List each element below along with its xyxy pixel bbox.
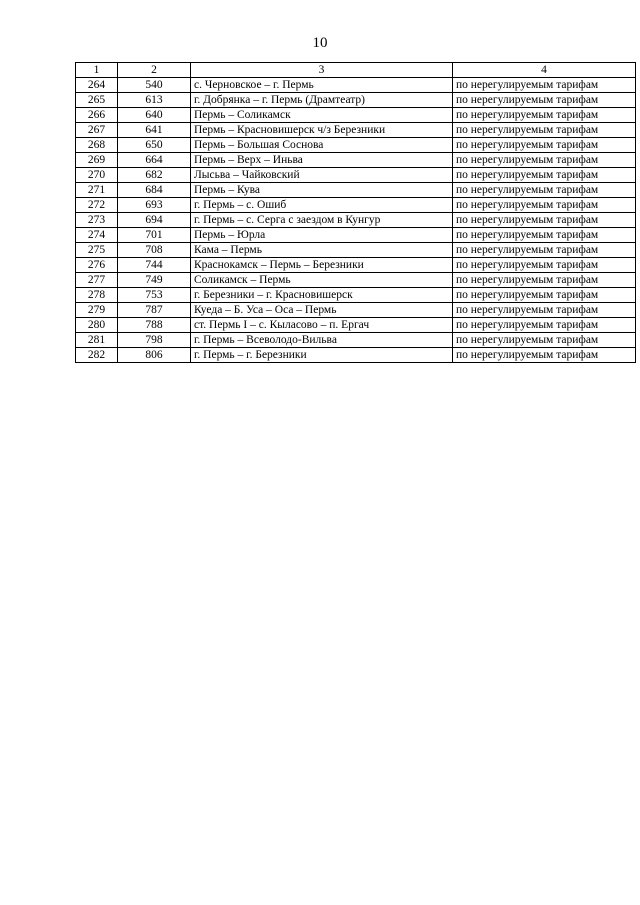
row-number-cell: 281 xyxy=(76,333,118,348)
route-name-cell: Пермь – Юрла xyxy=(191,228,453,243)
row-number-cell: 267 xyxy=(76,123,118,138)
table-row xyxy=(76,348,636,363)
row-number-cell: 272 xyxy=(76,198,118,213)
row-number-cell: 271 xyxy=(76,183,118,198)
tariff-type-cell: по нерегулируемым тарифам xyxy=(453,258,636,273)
table-row xyxy=(76,258,636,273)
tariff-type-cell: по нерегулируемым тарифам xyxy=(453,303,636,318)
route-number-cell: 701 xyxy=(118,228,191,243)
row-number-cell: 270 xyxy=(76,168,118,183)
table-row xyxy=(76,198,636,213)
row-number-cell: 266 xyxy=(76,108,118,123)
row-number-cell: 268 xyxy=(76,138,118,153)
page-number: 10 xyxy=(312,35,328,51)
table-row xyxy=(76,333,636,348)
table-row xyxy=(76,273,636,288)
route-number-cell: 749 xyxy=(118,273,191,288)
row-number-cell: 264 xyxy=(76,78,118,93)
tariff-type-cell: по нерегулируемым тарифам xyxy=(453,108,636,123)
route-number-cell: 788 xyxy=(118,318,191,333)
tariff-type-cell: по нерегулируемым тарифам xyxy=(453,288,636,303)
column-header-2: 2 xyxy=(118,63,191,78)
route-number-cell: 650 xyxy=(118,138,191,153)
tariff-type-cell: по нерегулируемым тарифам xyxy=(453,333,636,348)
route-name-cell: Пермь – Большая Соснова xyxy=(191,138,453,153)
tariff-type-cell: по нерегулируемым тарифам xyxy=(453,273,636,288)
route-number-cell: 744 xyxy=(118,258,191,273)
route-number-cell: 753 xyxy=(118,288,191,303)
table-row xyxy=(76,213,636,228)
route-number-cell: 540 xyxy=(118,78,191,93)
route-name-cell: Пермь – Кува xyxy=(191,183,453,198)
tariff-type-cell: по нерегулируемым тарифам xyxy=(453,198,636,213)
route-number-cell: 787 xyxy=(118,303,191,318)
row-number-cell: 282 xyxy=(76,348,118,363)
route-name-cell: г. Пермь – с. Ошиб xyxy=(191,198,453,213)
tariff-type-cell: по нерегулируемым тарифам xyxy=(453,243,636,258)
column-header-4: 4 xyxy=(453,63,636,78)
tariff-type-cell: по нерегулируемым тарифам xyxy=(453,123,636,138)
column-header-3: 3 xyxy=(191,63,453,78)
tariff-type-cell: по нерегулируемым тарифам xyxy=(453,318,636,333)
row-number-cell: 275 xyxy=(76,243,118,258)
route-name-cell: ст. Пермь I – с. Кыласово – п. Ергач xyxy=(191,318,453,333)
route-number-cell: 806 xyxy=(118,348,191,363)
table-body xyxy=(76,78,636,363)
route-name-cell: Краснокамск – Пермь – Березники xyxy=(191,258,453,273)
route-name-cell: г. Добрянка – г. Пермь (Драмтеатр) xyxy=(191,93,453,108)
route-name-cell: Куеда – Б. Уса – Оса – Пермь xyxy=(191,303,453,318)
tariff-type-cell: по нерегулируемым тарифам xyxy=(453,168,636,183)
route-number-cell: 694 xyxy=(118,213,191,228)
tariff-type-cell: по нерегулируемым тарифам xyxy=(453,138,636,153)
route-name-cell: г. Пермь – с. Серга с заездом в Кунгур xyxy=(191,213,453,228)
route-number-cell: 613 xyxy=(118,93,191,108)
table-row xyxy=(76,153,636,168)
table-row xyxy=(76,108,636,123)
table-row xyxy=(76,168,636,183)
route-number-cell: 682 xyxy=(118,168,191,183)
route-name-cell: Соликамск – Пермь xyxy=(191,273,453,288)
table-row xyxy=(76,303,636,318)
route-number-cell: 693 xyxy=(118,198,191,213)
row-number-cell: 273 xyxy=(76,213,118,228)
row-number-cell: 277 xyxy=(76,273,118,288)
table-row xyxy=(76,228,636,243)
column-header-1: 1 xyxy=(76,63,118,78)
row-number-cell: 278 xyxy=(76,288,118,303)
table-row xyxy=(76,288,636,303)
table-row xyxy=(76,78,636,93)
table-row xyxy=(76,93,636,108)
route-name-cell: г. Пермь – Всеволодо-Вильва xyxy=(191,333,453,348)
table-row xyxy=(76,123,636,138)
route-number-cell: 641 xyxy=(118,123,191,138)
route-number-cell: 684 xyxy=(118,183,191,198)
row-number-cell: 279 xyxy=(76,303,118,318)
tariff-type-cell: по нерегулируемым тарифам xyxy=(453,348,636,363)
route-number-cell: 798 xyxy=(118,333,191,348)
tariff-type-cell: по нерегулируемым тарифам xyxy=(453,153,636,168)
routes-table xyxy=(75,62,636,363)
table-row xyxy=(76,243,636,258)
route-name-cell: Пермь – Соликамск xyxy=(191,108,453,123)
row-number-cell: 265 xyxy=(76,93,118,108)
route-name-cell: Кама – Пермь xyxy=(191,243,453,258)
tariff-type-cell: по нерегулируемым тарифам xyxy=(453,183,636,198)
table-row xyxy=(76,183,636,198)
tariff-type-cell: по нерегулируемым тарифам xyxy=(453,213,636,228)
route-name-cell: г. Березники – г. Красновишерск xyxy=(191,288,453,303)
route-name-cell: с. Черновское – г. Пермь xyxy=(191,78,453,93)
route-name-cell: г. Пермь – г. Березники xyxy=(191,348,453,363)
row-number-cell: 276 xyxy=(76,258,118,273)
tariff-type-cell: по нерегулируемым тарифам xyxy=(453,78,636,93)
header-row xyxy=(76,63,636,78)
route-name-cell: Пермь – Верх – Иньва xyxy=(191,153,453,168)
table-row xyxy=(76,138,636,153)
route-name-cell: Лысьва – Чайковский xyxy=(191,168,453,183)
route-number-cell: 664 xyxy=(118,153,191,168)
tariff-type-cell: по нерегулируемым тарифам xyxy=(453,228,636,243)
tariff-type-cell: по нерегулируемым тарифам xyxy=(453,93,636,108)
route-number-cell: 640 xyxy=(118,108,191,123)
row-number-cell: 269 xyxy=(76,153,118,168)
route-number-cell: 708 xyxy=(118,243,191,258)
table-row xyxy=(76,318,636,333)
row-number-cell: 280 xyxy=(76,318,118,333)
row-number-cell: 274 xyxy=(76,228,118,243)
route-name-cell: Пермь – Красновишерск ч/з Березники xyxy=(191,123,453,138)
